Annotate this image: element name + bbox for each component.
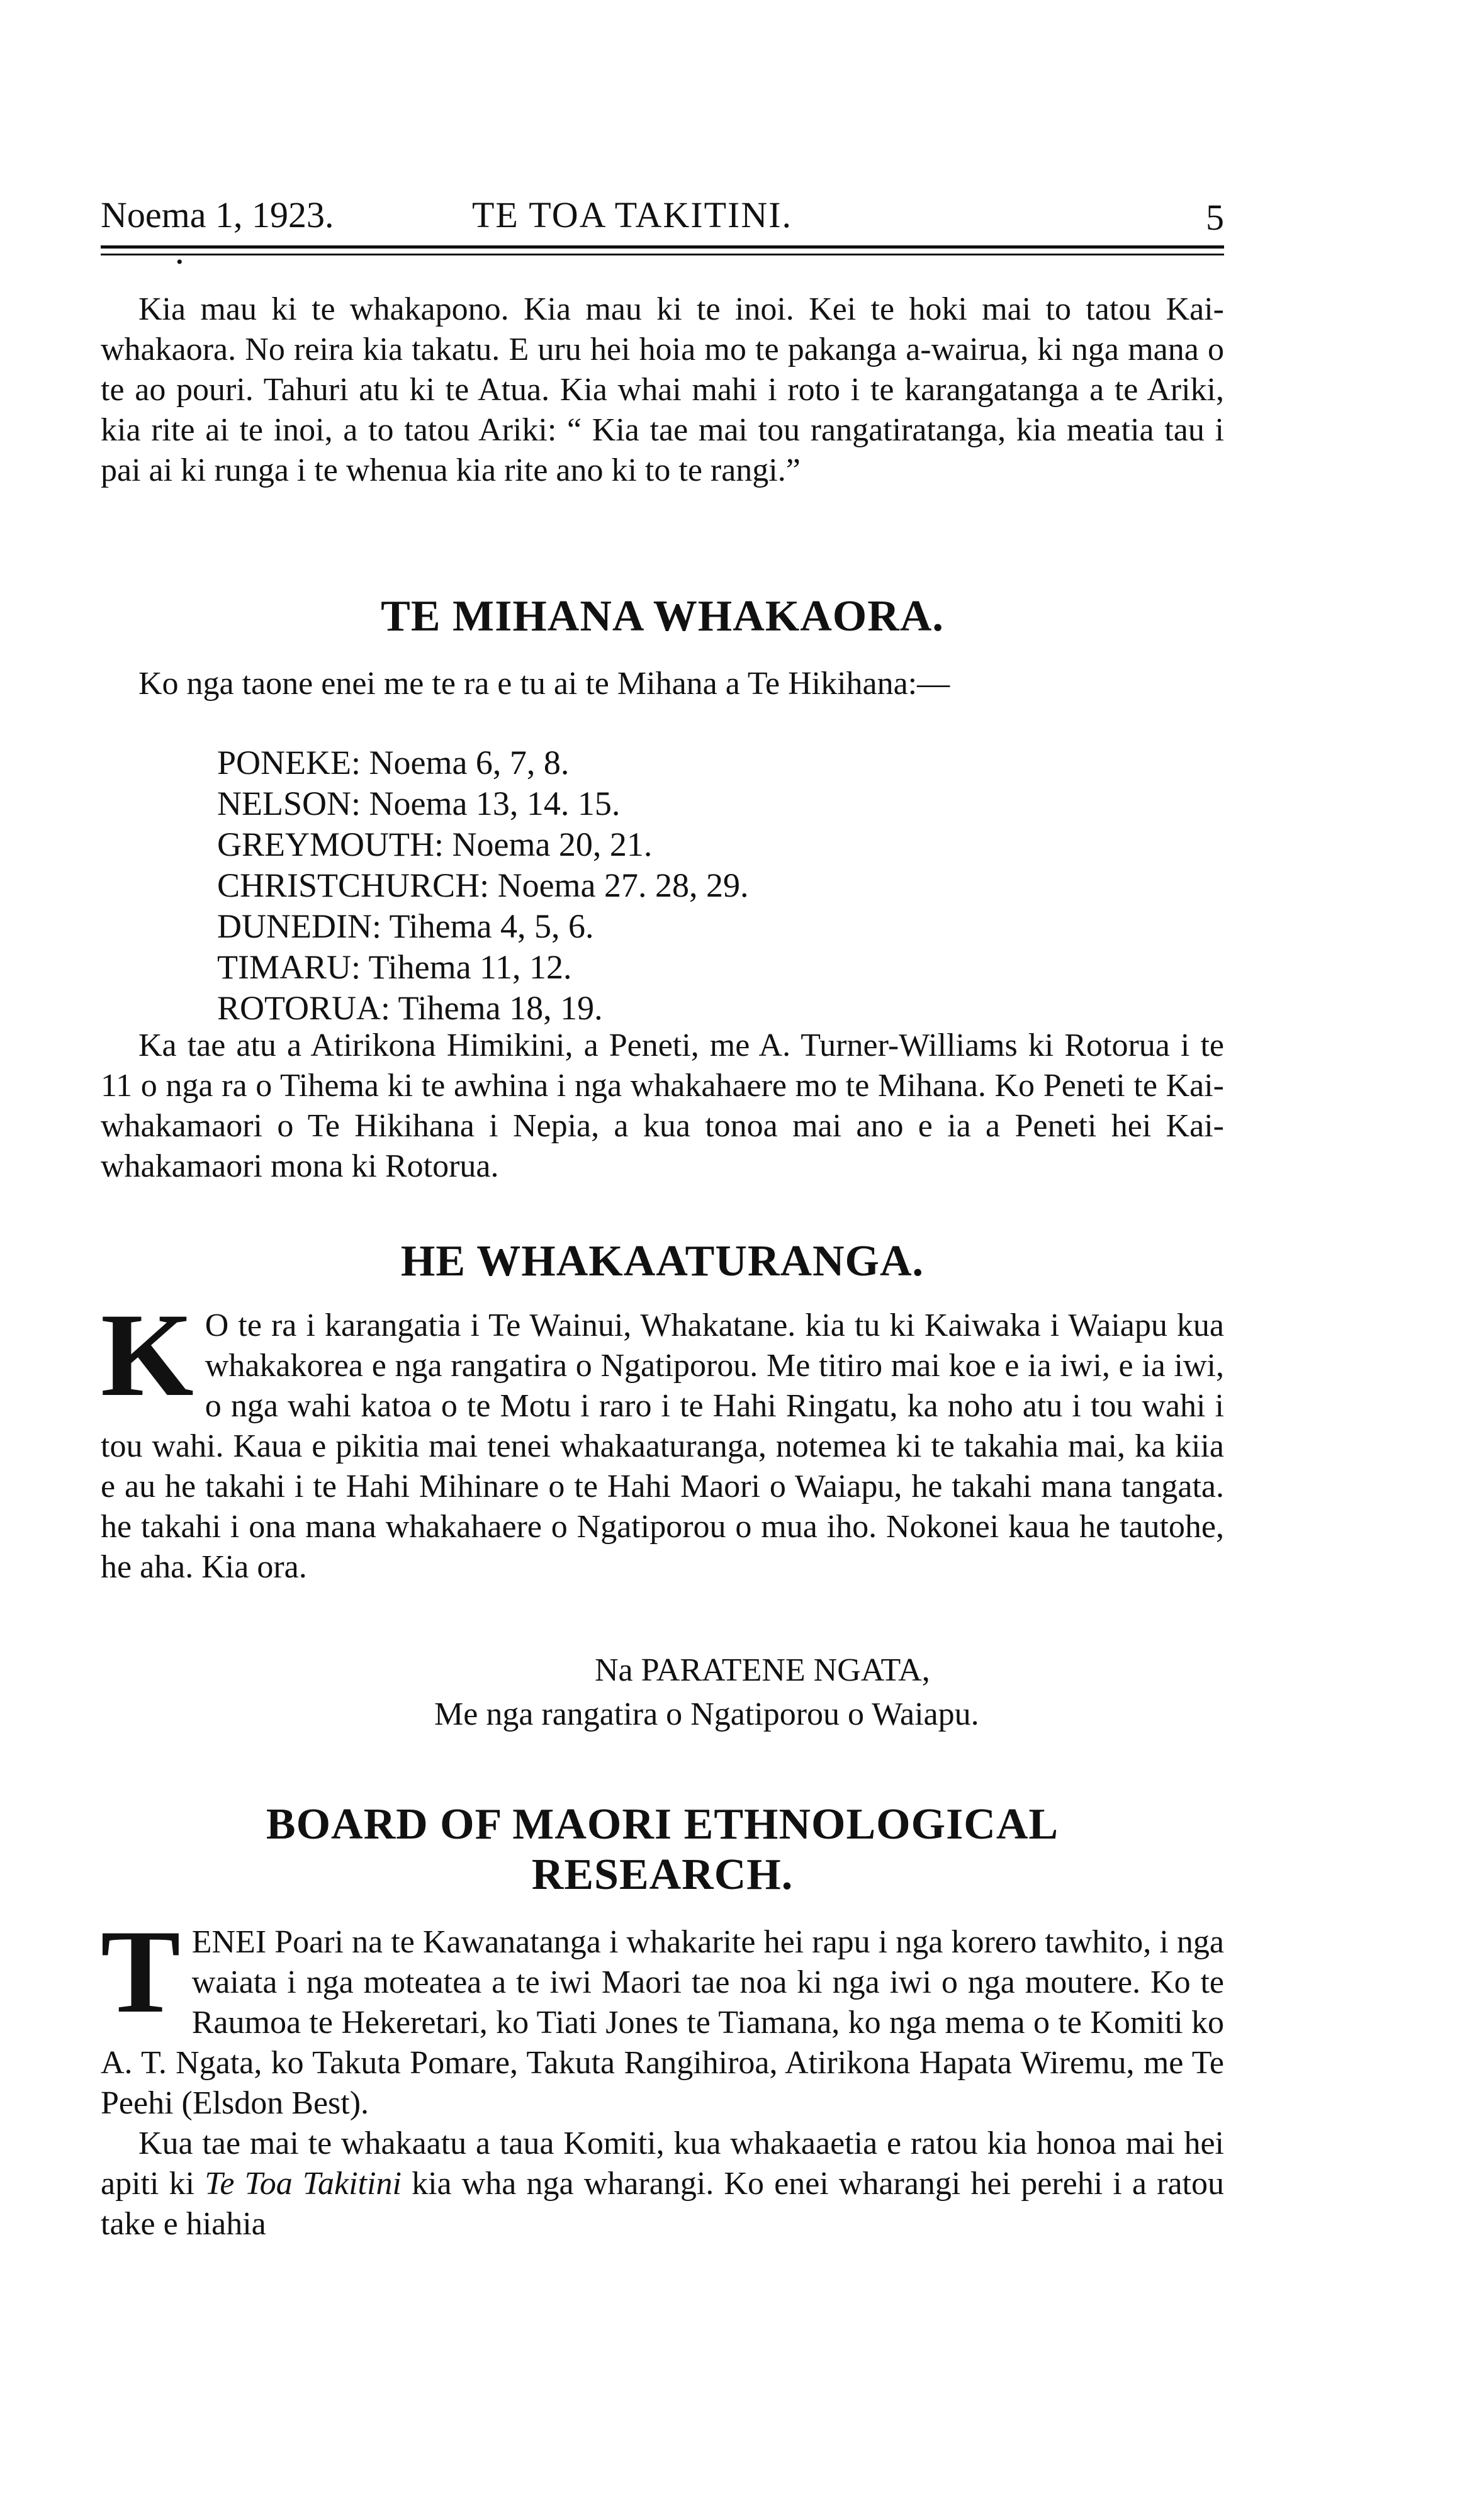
header-date: Noema 1, 1923. xyxy=(101,194,334,235)
schedule-item: PONEKE: Noema 6, 7, 8. xyxy=(217,744,570,781)
drop-cap-t: T xyxy=(101,1906,181,2038)
section-heading-board-line1: BOARD OF MAORI ETHNOLOGICAL xyxy=(266,1800,1059,1849)
schedule-item: CHRISTCHURCH: Noema 27. 28, 29. xyxy=(217,866,749,904)
page-number: 5 xyxy=(1206,197,1224,238)
drop-cap-k: K xyxy=(101,1289,194,1421)
whakaaturanga-block xyxy=(101,1289,1224,1588)
mihana-closing-block xyxy=(101,1026,1224,1187)
board-text-2a: Kua tae mai te whakaatu a taua Komiti, kua whakaaetia e ratou kia honoa mai hei apiti ki xyxy=(101,2125,1224,2202)
rule-dot: • xyxy=(176,252,183,272)
intro-paragraph: Kia mau ki te whakapono. Kia mau ki te inoi. Kei te hoki mai to tatou Kai-whakaora. No reira kia takatu. E uru hei hoia mo te pakanga a-wairua, ki nga mana o te ao pouri. Tahuri atu ki te Atua. Kia whai mahi i roto i te karangatanga a te Ariki, kia rite ai te inoi, a to tatou Ariki: “ Kia tae mai tou rangatiratanga, kia meatia tau i pai ai ki runga i te whenua kia rite ano ki to te rangi.” xyxy=(101,291,1224,488)
running-header xyxy=(101,194,1224,250)
whakaaturanga-text: O te ra i karangatia i Te Wainui, Whakatane. kia tu ki Kaiwaka i Waiapu kua whakakorea e nga rangatira o Ngatiporou. Me titiro mai koe e ia iwi, e ia iwi, o nga wahi katoa o te Motu i raro i te Hahi Ringatu, ka noho atu i tou wahi i tou wahi. Kaua e pikitia mai tenei whakaaturanga, notemea ki te takahia mai, ka kiia e au he takahi i te Hahi Mihinare o te Hahi Maori o Waiapu, he takahi mana tangata. he takahi i ona mana whakahaere o Ngatiporou o mua iho. Nokonei kaua he tautohe, he aha. Kia ora. xyxy=(101,1308,1224,1585)
signature-name: Na PARATENE NGATA, xyxy=(595,1652,930,1688)
board-text-1: ENEI Poari na te Kawanatanga i whakarite hei rapu i nga korero tawhito, i nga waiata i nga moteatea a te iwi Maori tae noa ki nga iwi o nga moutere. Ko te Raumoa te Hekeretari, ko Tiati Jones te Tiamana, ko nga mema o te Komiti ko A. T. Ngata, ko Takuta Pomare, Takuta Rangihiroa, Atirikona Hapata Wiremu, me Te Peehi (Elsdon Best). xyxy=(101,1924,1224,2121)
board-text-2b: kia wha nga wharangi. Ko enei wharangi hei perehi i a ratou take e hiahia xyxy=(101,2166,1224,2242)
mihana-lead-block xyxy=(101,664,1224,704)
section-heading-board-line2: RESEARCH. xyxy=(531,1851,794,1899)
schedule-item: DUNEDIN: Tihema 4, 5, 6. xyxy=(217,907,594,945)
signature-role: Me nga rangatira o Ngatiporou o Waiapu. xyxy=(434,1696,979,1732)
schedule-item: GREYMOUTH: Noema 20, 21. xyxy=(217,826,653,863)
board-paragraph-1 xyxy=(101,1906,1224,2124)
section-heading-mihana: TE MIHANA WHAKAORA. xyxy=(381,592,944,641)
mihana-lead: Ko nga taone enei me te ra e tu ai te Mihana a Te Hikihana:— xyxy=(138,666,950,702)
newspaper-title: Te Toa Takitini xyxy=(205,2166,402,2202)
board-block xyxy=(101,1906,1224,2244)
schedule-item: ROTORUA: Tihema 18, 19. xyxy=(217,989,603,1027)
mihana-schedule xyxy=(217,742,749,1029)
header-rule-thin xyxy=(101,254,1224,255)
schedule-item: TIMARU: Tihema 11, 12. xyxy=(217,948,572,986)
intro-block xyxy=(101,289,1224,491)
schedule-item: NELSON: Noema 13, 14. 15. xyxy=(217,785,621,822)
header-rule-thick xyxy=(101,245,1224,249)
mihana-closing: Ka tae atu a Atirikona Himikini, a Peneti, me A. Turner-Williams ki Rotorua i te 11 o nga ra o Tihema ki te awhina i nga whakahaere mo te Mihana. Ko Peneti te Kai-whakamaori o Te Hikihana i Nepia, a kua tonoa mai ano e ia a Peneti hei Kai-whakamaori mona ki Rotorua. xyxy=(101,1028,1224,1184)
header-title: TE TOA TAKITINI. xyxy=(472,194,793,235)
board-paragraph-2 xyxy=(101,2124,1224,2244)
whakaaturanga-paragraph xyxy=(101,1289,1224,1588)
section-heading-whakaaturanga: HE WHAKAATURANGA. xyxy=(400,1237,925,1285)
